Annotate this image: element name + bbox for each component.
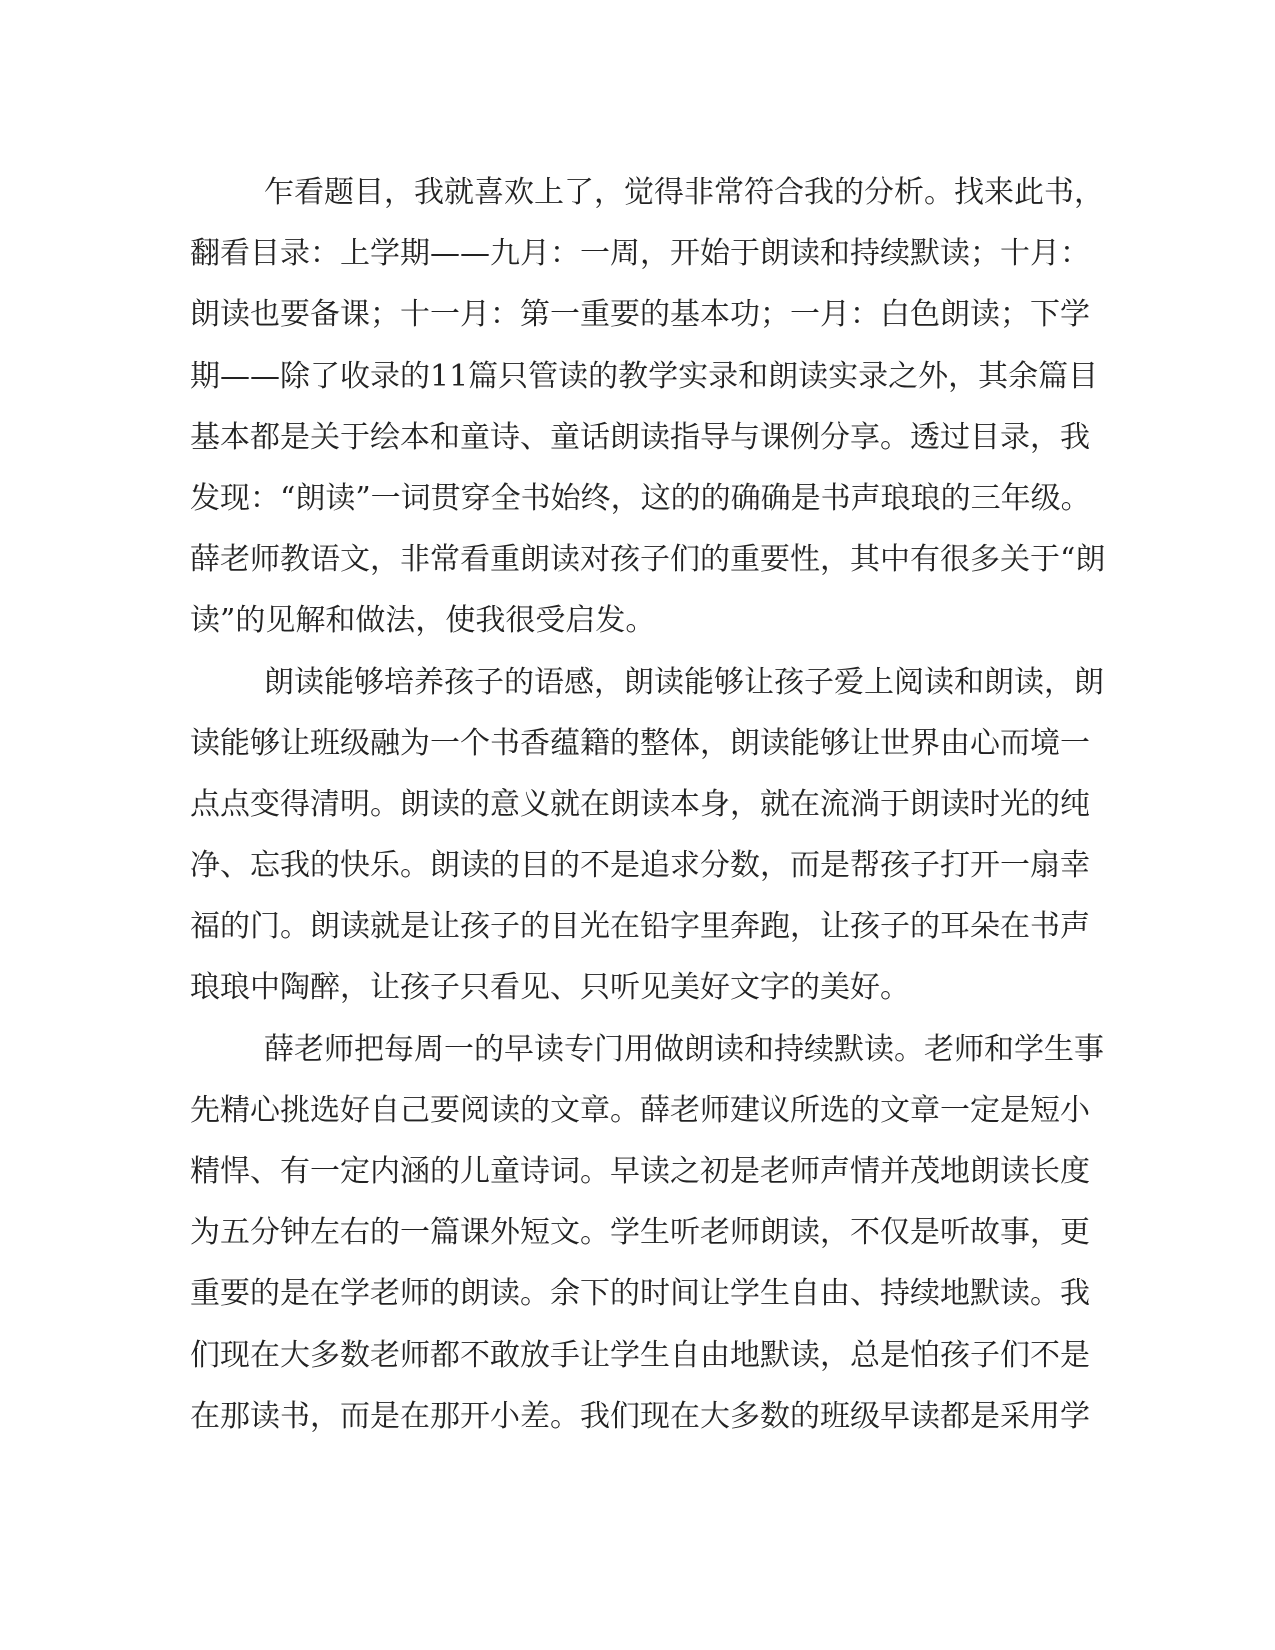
- text-line: 福的门。朗读就是让孩子的目光在铅字里奔跑，让孩子的耳朵在书声: [190, 909, 1090, 945]
- text-line: 乍看题目，我就喜欢上了，觉得非常符合我的分析。找来此书，: [264, 175, 1104, 210]
- text-line: 朗读也要备课；十一月：第一重要的基本功；一月：白色朗读；下学: [190, 297, 1090, 333]
- text-line: 读能够让班级融为一个书香蕴籍的整体，朗读能够让世界由心而境一: [190, 725, 1090, 761]
- text-line: 先精心挑选好自己要阅读的文章。薛老师建议所选的文章一定是短小: [190, 1092, 1090, 1128]
- text-line: 基本都是关于绘本和童诗、童话朗读指导与课例分享。透过目录，我: [190, 419, 1090, 455]
- text-line: 琅琅中陶醉，让孩子只看见、只听见美好文字的美好。: [190, 970, 910, 1006]
- paragraph-1: [190, 162, 1106, 652]
- paragraph-3: [190, 1019, 1104, 1447]
- text-line: 重要的是在学老师的朗读。余下的时间让学生自由、持续地默读。我: [190, 1276, 1090, 1312]
- document-body: [190, 162, 1106, 1447]
- text-line: 为五分钟左右的一篇课外短文。学生听老师朗读，不仅是听故事，更: [190, 1215, 1090, 1251]
- paragraph-2: [190, 652, 1104, 1019]
- text-line: 薛老师把每周一的早读专门用做朗读和持续默读。老师和学生事: [264, 1031, 1104, 1067]
- text-line: 净、忘我的快乐。朗读的目的不是追求分数，而是帮孩子打开一扇幸: [190, 848, 1090, 884]
- text-line: 期——除了收录的11篇只管读的教学实录和朗读实录之外，其余篇目: [190, 358, 1099, 394]
- text-line: 们现在大多数老师都不敢放手让学生自由地默读，总是怕孩子们不是: [190, 1337, 1090, 1373]
- text-line: 薛老师教语文，非常看重朗读对孩子们的重要性，其中有很多关于“朗: [190, 542, 1106, 578]
- text-line: 读”的见解和做法，使我很受启发。: [190, 603, 656, 639]
- text-line: 翻看目录：上学期——九月：一周，开始于朗读和持续默读；十月：: [190, 236, 1090, 272]
- text-line: 发现：“朗读”一词贯穿全书始终，这的的确确是书声琅琅的三年级。: [190, 480, 1091, 516]
- text-line: 精悍、有一定内涵的儿童诗词。早读之初是老师声情并茂地朗读长度: [190, 1154, 1090, 1189]
- text-line: 朗读能够培养孩子的语感，朗读能够让孩子爱上阅读和朗读，朗: [264, 664, 1104, 700]
- text-line: 在那读书，而是在那开小差。我们现在大多数的班级早读都是采用学: [190, 1398, 1090, 1434]
- text-line: 点点变得清明。朗读的意义就在朗读本身，就在流淌于朗读时光的纯: [190, 786, 1090, 822]
